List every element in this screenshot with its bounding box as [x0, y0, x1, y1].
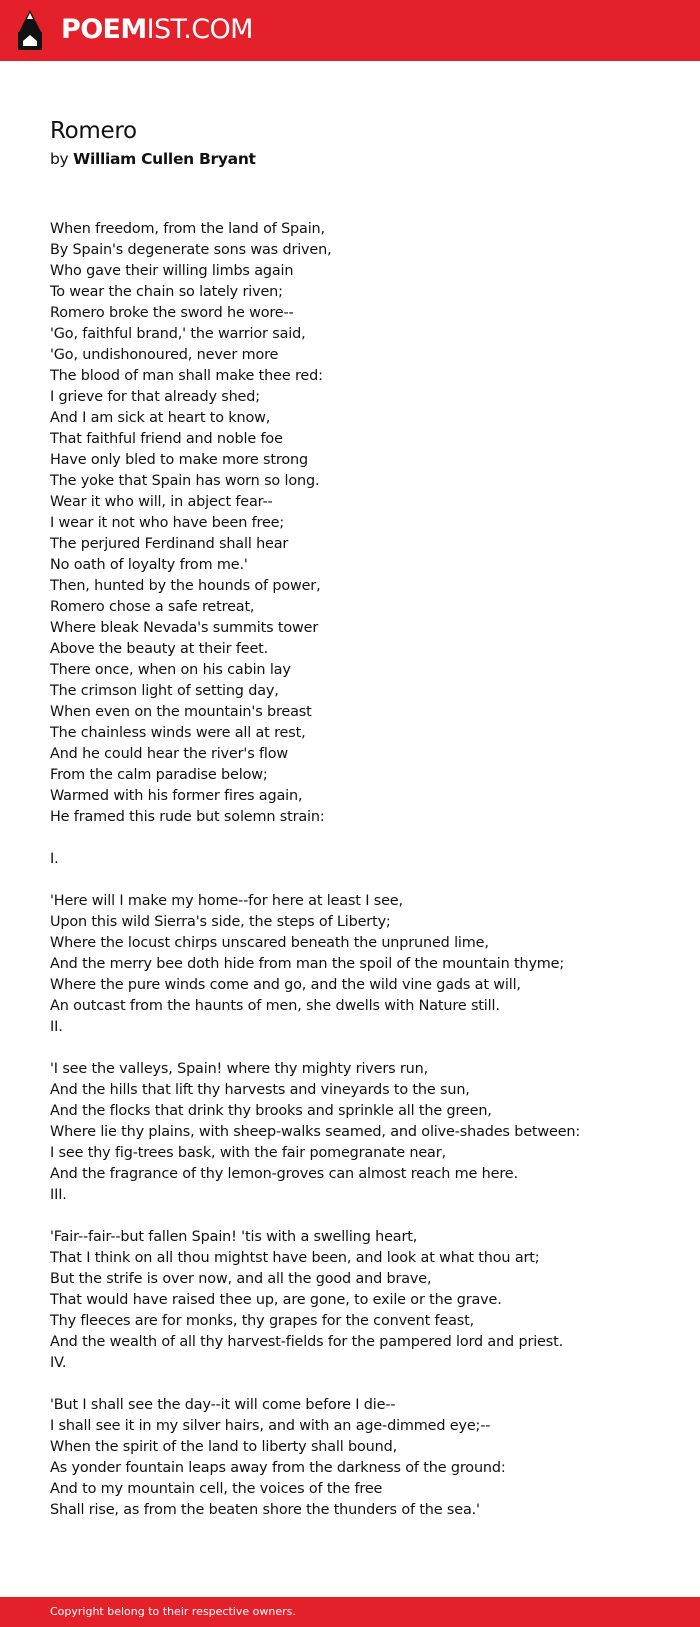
poem-line: The chainless winds were all at rest, — [50, 725, 306, 741]
poem-body — [50, 219, 670, 1521]
poem-line: When even on the mountain's breast — [50, 704, 312, 720]
poem-line: III. — [50, 1187, 67, 1203]
poem-line: 'Go, undishonoured, never more — [50, 347, 279, 363]
poem-line: And he could hear the river's flow — [50, 746, 289, 762]
poem-line: No oath of loyalty from me.' — [50, 557, 248, 573]
stanza-break — [50, 1038, 670, 1059]
poem-line: I. — [50, 851, 59, 867]
poem-line: When the spirit of the land to liberty shall bound, — [50, 1439, 398, 1455]
poem-line: And the wealth of all thy harvest-fields for the pampered lord and priest. — [50, 1334, 564, 1350]
poem-line: And the merry bee doth hide from man the spoil of the mountain thyme; — [50, 956, 565, 972]
stanza-break — [50, 1374, 670, 1395]
author-name: William Cullen Bryant — [73, 150, 256, 168]
pencil-logo-icon[interactable] — [17, 10, 43, 50]
poem-line: 'I see the valleys, Spain! where thy mighty rivers run, — [50, 1061, 429, 1077]
poem-title: Romero — [50, 118, 137, 144]
poem-line: Thy fleeces are for monks, thy grapes for the convent feast, — [50, 1313, 475, 1329]
poem-line: I see thy fig-trees bask, with the fair pomegranate near, — [50, 1145, 446, 1161]
poem-line: Where the locust chirps unscared beneath the unpruned lime, — [50, 935, 489, 951]
poem-line: There once, when on his cabin lay — [50, 662, 291, 678]
poem-line: Where the pure winds come and go, and the wild vine gads at will, — [50, 977, 521, 993]
poem-line: And the hills that lift thy harvests and vineyards to the sun, — [50, 1082, 470, 1098]
poem-line: The yoke that Spain has worn so long. — [50, 473, 320, 489]
poem-line: Then, hunted by the hounds of power, — [50, 578, 321, 594]
poem-line: Warmed with his former fires again, — [50, 788, 303, 804]
poem-line: The blood of man shall make thee red: — [50, 368, 323, 384]
poem-line: From the calm paradise below; — [50, 767, 268, 783]
poem-line: IV. — [50, 1355, 67, 1371]
site-header — [0, 0, 700, 61]
poem-line: When freedom, from the land of Spain, — [50, 221, 325, 237]
poem-line: But the strife is over now, and all the good and brave, — [50, 1271, 432, 1287]
poem-line: The perjured Ferdinand shall hear — [50, 536, 289, 552]
poem-line: He framed this rude but solemn strain: — [50, 809, 325, 825]
poem-line: Where lie thy plains, with sheep-walks seamed, and olive-shades between: — [50, 1124, 581, 1140]
poem-line: Wear it who will, in abject fear-- — [50, 494, 273, 510]
poem-line: I grieve for that already shed; — [50, 389, 260, 405]
poem-line: Shall rise, as from the beaten shore the thunders of the sea.' — [50, 1502, 480, 1518]
poem-line: Where bleak Nevada's summits tower — [50, 620, 319, 636]
poem-line: An outcast from the haunts of men, she dwells with Nature still. — [50, 998, 500, 1014]
logo-bold-text: POEM — [61, 14, 147, 45]
poem-line: The crimson light of setting day, — [50, 683, 279, 699]
poem-line: That would have raised thee up, are gone, to exile or the grave. — [50, 1292, 502, 1308]
byline — [50, 149, 256, 169]
poem-line: Who gave their willing limbs again — [50, 263, 294, 279]
poem-line: By Spain's degenerate sons was driven, — [50, 242, 332, 258]
site-footer — [0, 1597, 700, 1627]
poem-line: And the flocks that drink thy brooks and sprinkle all the green, — [50, 1103, 492, 1119]
poem-line: 'Go, faithful brand,' the warrior said, — [50, 326, 306, 342]
poem-line: I wear it not who have been free; — [50, 515, 285, 531]
poem-line: 'Fair--fair--but fallen Spain! 'tis with a swelling heart, — [50, 1229, 418, 1245]
poem-line: As yonder fountain leaps away from the darkness of the ground: — [50, 1460, 506, 1476]
poem-line: I shall see it in my silver hairs, and with an age-dimmed eye;-- — [50, 1418, 491, 1434]
site-logo[interactable] — [61, 12, 253, 48]
poem-line: And to my mountain cell, the voices of the free — [50, 1481, 383, 1497]
poem-line: Romero chose a safe retreat, — [50, 599, 255, 615]
poem-line: That faithful friend and noble foe — [50, 431, 283, 447]
poem-line: Romero broke the sword he wore-- — [50, 305, 294, 321]
poem-line: And I am sick at heart to know, — [50, 410, 271, 426]
stanza-break — [50, 828, 670, 849]
poem-line: Have only bled to make more strong — [50, 452, 308, 468]
byline-prefix: by — [50, 150, 69, 168]
poem-line: 'Here will I make my home--for here at least I see, — [50, 893, 403, 909]
poem-line: II. — [50, 1019, 63, 1035]
stanza-break — [50, 1206, 670, 1227]
poem-line: Above the beauty at their feet. — [50, 641, 269, 657]
poem-line: 'But I shall see the day--it will come before I die-- — [50, 1397, 396, 1413]
stanza-break — [50, 870, 670, 891]
poem-line: That I think on all thou mightst have been, and look at what thou art; — [50, 1250, 540, 1266]
poem-line: To wear the chain so lately riven; — [50, 284, 283, 300]
poem-line: Upon this wild Sierra's side, the steps of Liberty; — [50, 914, 391, 930]
logo-light-text: IST.COM — [146, 14, 253, 45]
copyright-text: Copyright belong to their respective owners. — [50, 1605, 296, 1618]
poem-line: And the fragrance of thy lemon-groves can almost reach me here. — [50, 1166, 518, 1182]
